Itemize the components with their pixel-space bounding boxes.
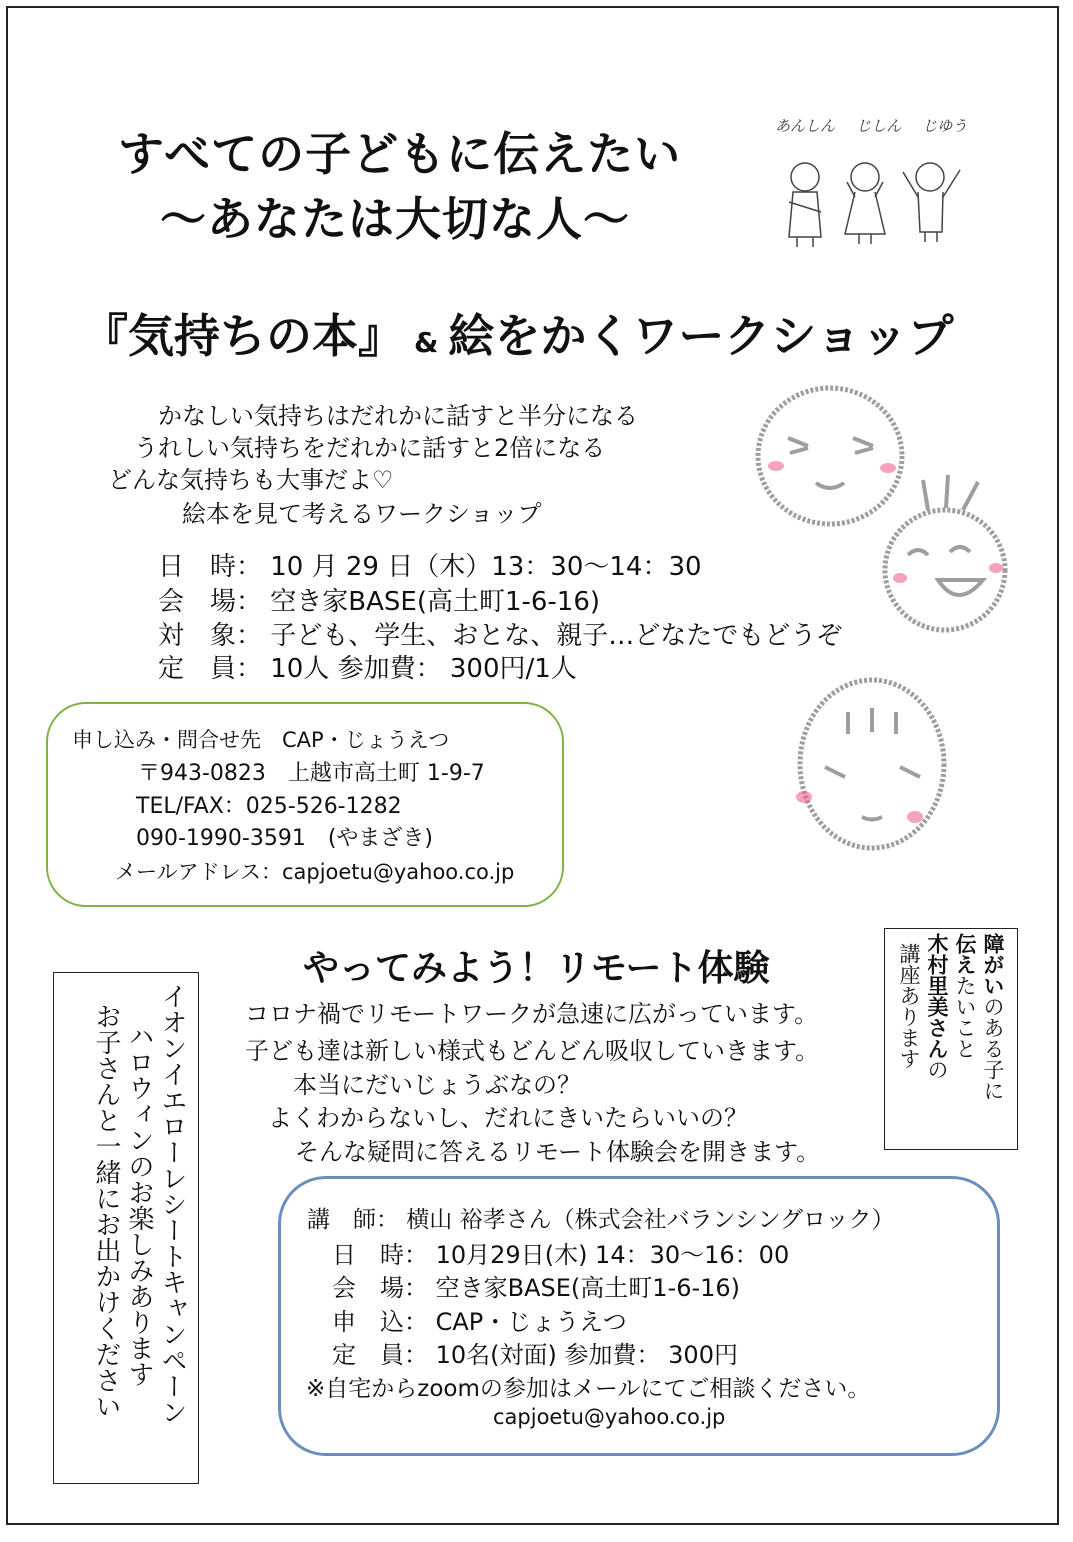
remote-lecturer: 講 師： 横山 裕孝さん（株式会社バランシングロック） bbox=[307, 1207, 895, 1233]
lecture-line-4: 講座あります bbox=[897, 943, 921, 1069]
workshop-target: 対 象： 子ども、学生、おとな、親子…どなたでもどうぞ bbox=[158, 621, 843, 651]
kids-label-jiyuu: じゆう bbox=[922, 117, 968, 135]
intro-line-3: どんな気持ちも大事だよ♡ bbox=[108, 466, 394, 494]
kids-illustration bbox=[775, 115, 995, 252]
workshop-venue: 会 場： 空き家BASE(高土町1-6-16) bbox=[158, 587, 601, 617]
lecture-line-1-rest: のある子に bbox=[981, 996, 1005, 1101]
campaign-line-3: お子さんと一緒にお出かけください bbox=[91, 1003, 121, 1419]
workshop-title-amp: & bbox=[414, 326, 439, 359]
lecture-line-3 bbox=[923, 933, 951, 1149]
lecture-line-2-rest: たいこと bbox=[953, 975, 977, 1059]
face-calm-icon bbox=[790, 672, 955, 857]
remote-body-5: そんな疑問に答えるリモート体験会を開きます。 bbox=[295, 1138, 821, 1166]
remote-zoom-note: ※自宅からzoomの参加はメールにてご相談ください。 bbox=[306, 1376, 871, 1402]
main-title-line1: すべての子どもに伝えたい bbox=[118, 127, 682, 181]
remote-body-4: よくわからないし、だれにきいたらいいの？ bbox=[268, 1104, 748, 1132]
kids-label-anshin: あんしん bbox=[775, 117, 836, 135]
remote-email[interactable]: capjoetu@yahoo.co.jp bbox=[493, 1405, 726, 1429]
remote-venue: 会 場： 空き家BASE(高土町1-6-16) bbox=[332, 1274, 741, 1302]
lecture-line-1-bold: 障がい bbox=[981, 933, 1005, 996]
remote-title: やってみよう！リモート体験 bbox=[303, 948, 770, 989]
contact-postal: 〒943-0823 上越市高土町 1-9-7 bbox=[138, 761, 485, 786]
campaign-line-2: ハロウィンのお楽しみあります bbox=[124, 1023, 154, 1387]
contact-tel: TEL/FAX：025-526-1282 bbox=[136, 794, 402, 819]
intro-line-1: かなしい気持ちはだれかに話すと半分になる bbox=[158, 402, 638, 430]
lecture-line-2-bold: 伝え bbox=[953, 933, 977, 975]
face-laughing-icon bbox=[878, 470, 1013, 635]
workshop-title-drawing: 絵をかくワークショップ bbox=[448, 309, 954, 363]
contact-mobile: 090-1990-3591 (やまざき) bbox=[136, 826, 434, 851]
kids-label-jishin: じしん bbox=[856, 117, 902, 135]
workshop-title-book: 『気持ちの本』 bbox=[82, 309, 404, 363]
remote-body-2: 子ども達は新しい様式もどんどん吸収していきます。 bbox=[245, 1037, 820, 1065]
campaign-line-1: イオンイエローレシートキャンペーン bbox=[157, 983, 187, 1425]
remote-capacity: 定 員： 10名(対面) 参加費： 300円 bbox=[332, 1341, 738, 1369]
contact-heading: 申し込み・問合せ先 CAP・じょうえつ bbox=[72, 728, 450, 752]
remote-body-3: 本当にだいじょうぶなの？ bbox=[293, 1071, 581, 1099]
main-title-line2: 〜あなたは大切な人〜 bbox=[160, 192, 630, 246]
workshop-date: 日 時： 10 月 29 日（木）13：30〜14：30 bbox=[158, 552, 702, 582]
workshop-title bbox=[82, 300, 954, 366]
campaign-box bbox=[53, 972, 199, 1484]
lecture-box bbox=[884, 928, 1018, 1150]
remote-body-1: コロナ禍でリモートワークが急速に広がっています。 bbox=[245, 1000, 819, 1028]
intro-line-2: うれしい気持ちをだれかに話すと2倍になる bbox=[134, 434, 606, 462]
lecture-line-1 bbox=[979, 933, 1007, 1149]
kids-drawing bbox=[775, 142, 995, 252]
lecture-line-3-rest: の bbox=[925, 1059, 949, 1080]
intro-line-4: 絵本を見て考えるワークショップ bbox=[182, 500, 542, 528]
contact-email[interactable]: メールアドレス：capjoetu@yahoo.co.jp bbox=[115, 860, 515, 884]
workshop-capacity: 定 員： 10人 参加費： 300円/1人 bbox=[158, 654, 577, 684]
remote-date: 日 時： 10月29日(木) 14：30〜16：00 bbox=[332, 1241, 790, 1269]
lecture-line-2 bbox=[951, 933, 979, 1149]
remote-apply: 申 込： CAP・じょうえつ bbox=[332, 1308, 627, 1336]
lecture-line-3-bold: 木村里美さん bbox=[925, 933, 949, 1059]
